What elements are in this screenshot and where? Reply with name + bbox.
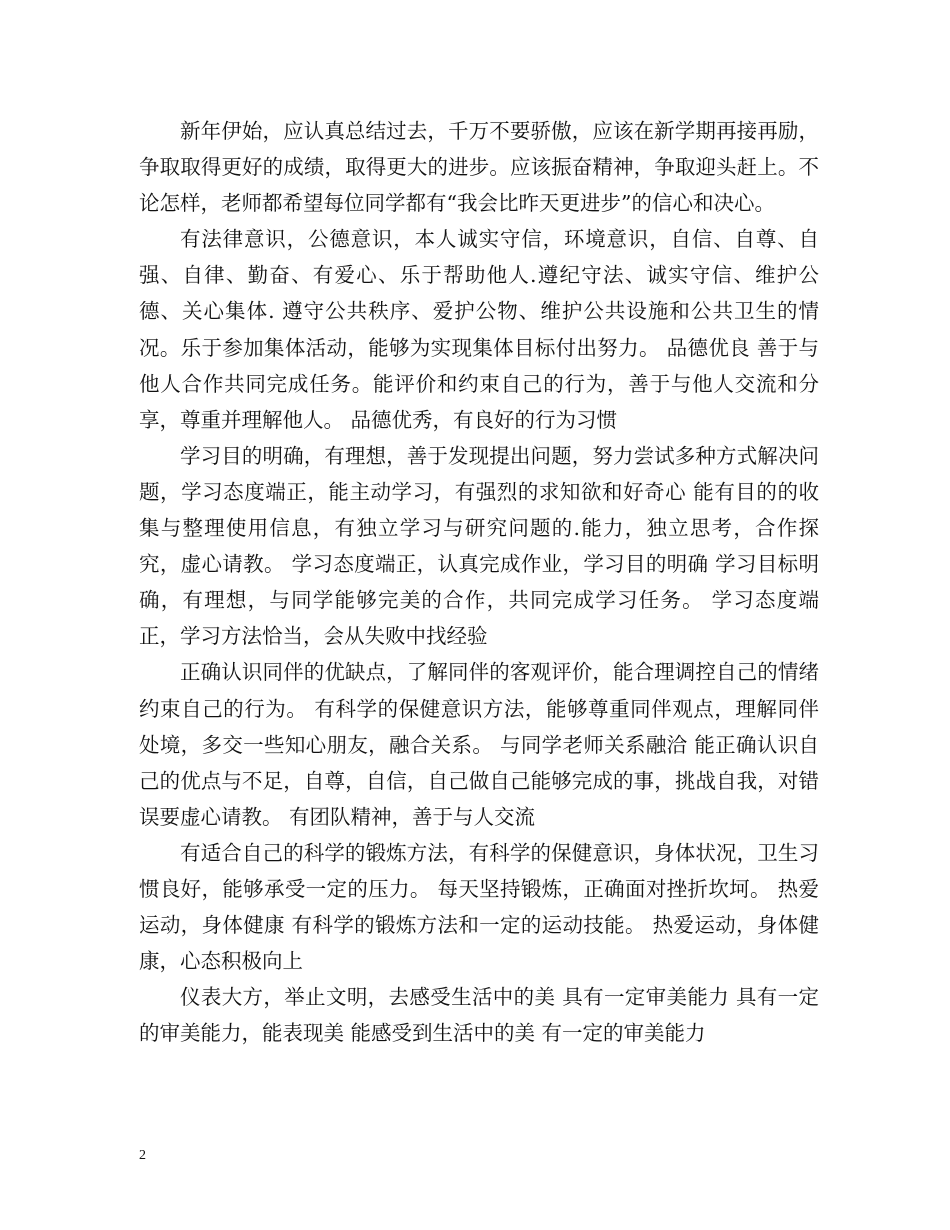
paragraph-aesthetics: 仪表大方，举止文明，去感受生活中的美 具有一定审美能力 具有一定的审美能力，能表现美 能感受到生活中的美 有一定的审美能力 — [139, 985, 819, 1046]
paragraph-relationships: 正确认识同伴的优缺点，了解同伴的客观评价，能合理调控自己的情绪约束自己的行为。 有科学的保健意识方法，能够尊重同伴观点，理解同伴处境，多交一些知心朋友，融合关系。 与同学老师关系融洽 能正确认识自己的优点与不足，自尊，自信，自己做自己能够完成的事，挑战自我，对错误要虚心请教。 有团队精神，善于与人交流 — [139, 660, 819, 829]
page-number: 2 — [139, 1148, 146, 1163]
document-body — [139, 113, 819, 1051]
paragraph-learning: 学习目的明确，有理想，善于发现提出问题，努力尝试多种方式解决问题，学习态度端正，能主动学习，有强烈的求知欲和好奇心 能有目的的收集与整理使用信息，有独立学习与研究问题的.能力，独立思考，合作探究，虚心请教。 学习态度端正，认真完成作业，学习目的明确 学习目标明确，有理想，与同学能够完美的合作，共同完成学习任务。 学习态度端正，学习方法恰当，会从失败中找经验 — [139, 443, 819, 649]
paragraph-new-year: 新年伊始，应认真总结过去，千万不要骄傲，应该在新学期再接再励，争取取得更好的成绩，取得更大的进步。应该振奋精神，争取迎头赶上。不论怎样，老师都希望每位同学都有“我会比昨天更进步”的信心和决心。 — [139, 119, 819, 216]
paragraph-morality: 有法律意识，公德意识，本人诚实守信，环境意识，自信、自尊、自强、自律、勤奋、有爱心、乐于帮助他人.遵纪守法、诚实守信、维护公德、关心集体. 遵守公共秩序、爱护公物、维护公共设施和公共卫生的情况。乐于参加集体活动，能够为实现集体目标付出努力。 品德优良 善于与他人合作共同完成任务。能评价和约束自己的行为，善于与他人交流和分享，尊重并理解他人。 品德优秀，有良好的行为习惯 — [139, 227, 819, 432]
paragraph-health: 有适合自己的科学的锻炼方法，有科学的保健意识，身体状况，卫生习惯良好，能够承受一定的压力。 每天坚持锻炼，正确面对挫折坎坷。 热爱运动，身体健康 有科学的锻炼方法和一定的运动技能。 热爱运动，身体健康，心态积极向上 — [139, 840, 819, 974]
